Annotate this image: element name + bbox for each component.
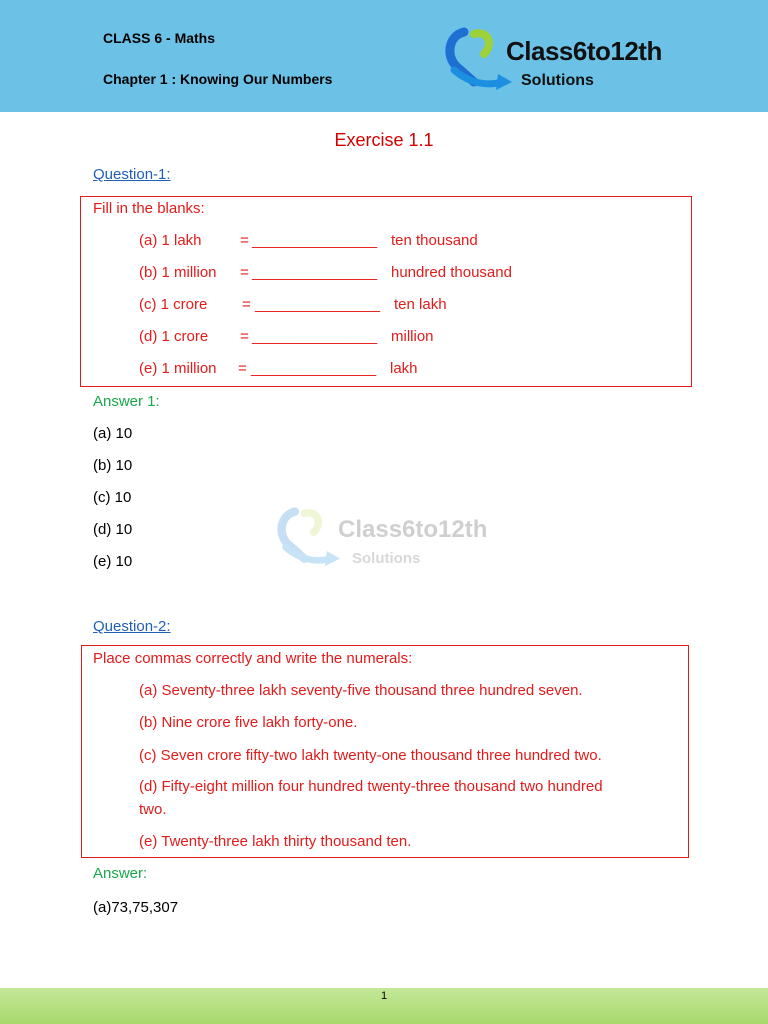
- answer-2-item-a: (a)73,75,307: [93, 899, 179, 916]
- q1-item-c-lhs: (c) 1 crore: [139, 296, 208, 313]
- site-logo: [444, 26, 662, 92]
- q1-item-e-lhs: (e) 1 million: [139, 360, 217, 377]
- question-1-prompt: Fill in the blanks:: [93, 200, 205, 217]
- question-1-link[interactable]: Question-1:: [93, 166, 171, 183]
- q2-item-b: (b) Nine crore five lakh forty-one.: [139, 714, 358, 731]
- q1-item-b-rhs: hundred thousand: [391, 264, 512, 281]
- answer-1-item-d: (d) 10: [93, 521, 133, 538]
- logo-swoosh-icon: [444, 26, 514, 92]
- q1-item-c-blank: _______________: [255, 296, 381, 313]
- logo-subtitle: Solutions: [521, 72, 594, 89]
- answer-1-item-e: (e) 10: [93, 553, 133, 570]
- q1-item-c-rhs: ten lakh: [394, 296, 447, 313]
- q1-item-e-eq: =: [238, 360, 247, 377]
- q1-item-a-eq: =: [240, 232, 249, 249]
- q1-item-b-eq: =: [240, 264, 249, 281]
- answer-1-item-b: (b) 10: [93, 457, 133, 474]
- exercise-title: Exercise 1.1: [334, 130, 434, 150]
- q1-item-d-blank: _______________: [252, 328, 378, 345]
- watermark-title: Class6to12th: [338, 516, 488, 543]
- question-2-link[interactable]: Question-2:: [93, 618, 171, 635]
- answer-1-item-c: (c) 10: [93, 489, 132, 506]
- q1-item-b-lhs: (b) 1 million: [139, 264, 217, 281]
- watermark-subtitle: Solutions: [352, 550, 421, 567]
- q2-item-d-cont: two.: [139, 801, 167, 818]
- logo-title: Class6to12th: [506, 36, 662, 66]
- answer-1-label: Answer 1:: [93, 393, 160, 410]
- q1-item-a-blank: _______________: [252, 232, 378, 249]
- q1-item-b-blank: _______________: [252, 264, 378, 281]
- answer-1-item-a: (a) 10: [93, 425, 133, 442]
- chapter-title: Chapter 1 : Knowing Our Numbers: [103, 71, 333, 87]
- q2-item-e: (e) Twenty-three lakh thirty thousand ten.: [139, 833, 412, 850]
- q2-item-d: (d) Fifty-eight million four hundred twenty-three thousand two hundred: [139, 778, 603, 795]
- question-1-box: [80, 196, 692, 387]
- q1-item-d-rhs: million: [391, 328, 434, 345]
- q1-item-d-lhs: (d) 1 crore: [139, 328, 209, 345]
- q1-item-e-rhs: lakh: [390, 360, 418, 377]
- class-title: CLASS 6 - Maths: [103, 30, 216, 46]
- question-2-prompt: Place commas correctly and write the numerals:: [93, 650, 413, 667]
- answer-2-label: Answer:: [93, 865, 148, 882]
- watermark: [276, 506, 496, 572]
- page-number: 1: [380, 990, 388, 1002]
- q2-item-a: (a) Seventy-three lakh seventy-five thousand three hundred seven.: [139, 682, 583, 699]
- q2-item-c: (c) Seven crore fifty-two lakh twenty-one thousand three hundred two.: [139, 747, 602, 764]
- q1-item-c-eq: =: [242, 296, 251, 313]
- q1-item-a-rhs: ten thousand: [391, 232, 478, 249]
- page-header: [0, 0, 768, 112]
- q1-item-d-eq: =: [240, 328, 249, 345]
- watermark-swoosh-icon: [276, 506, 342, 568]
- q1-item-a-lhs: (a) 1 lakh: [139, 232, 202, 249]
- q1-item-e-blank: _______________: [251, 360, 377, 377]
